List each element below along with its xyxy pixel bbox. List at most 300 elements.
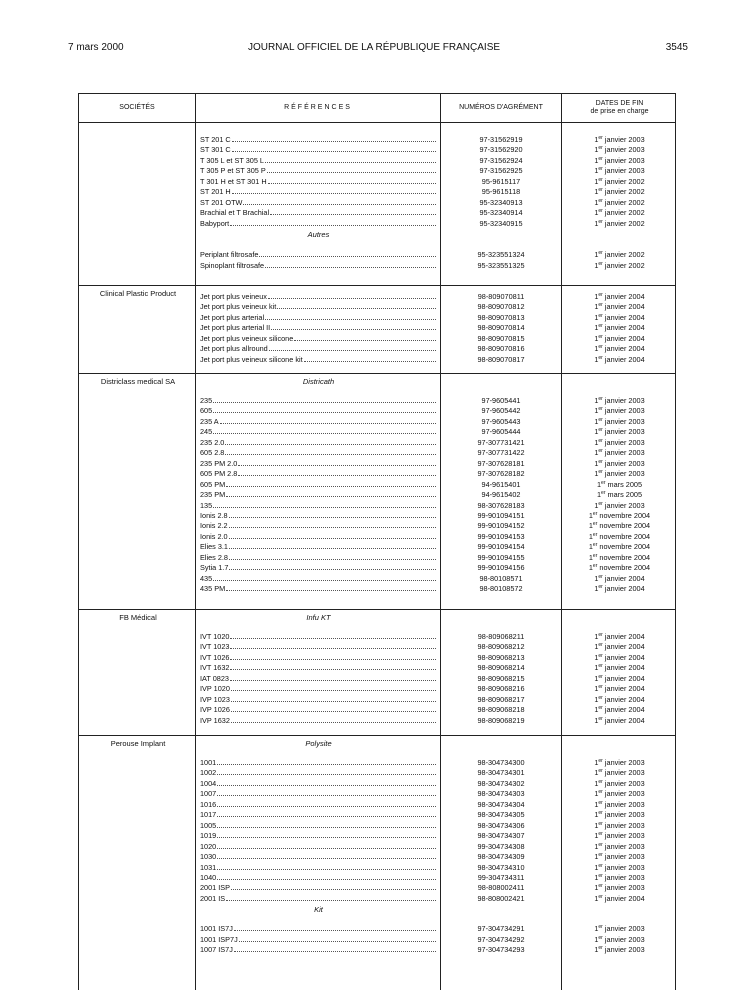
dot-leader — [277, 301, 436, 309]
reference-cell — [200, 343, 436, 354]
reference-cell — [200, 862, 436, 873]
reference-text: 1017 — [200, 810, 217, 820]
agreement-number: 98-304734300 — [477, 758, 525, 767]
table-row — [79, 893, 675, 904]
reference-text: Jet port plus allround — [200, 344, 268, 354]
dot-leader — [265, 155, 436, 163]
dot-leader — [230, 652, 436, 660]
ordinal-suffix: er — [598, 799, 603, 806]
reference-cell — [200, 778, 436, 789]
table-row — [79, 715, 675, 726]
reference-cell — [200, 715, 436, 726]
end-date-cell: 1er janvier 2004 — [594, 632, 645, 641]
end-date-text: janvier 2003 — [604, 458, 645, 468]
ordinal-suffix: er — [598, 934, 603, 941]
table-row — [79, 694, 675, 705]
dot-leader — [217, 799, 436, 807]
agreement-number: 94-9615402 — [481, 490, 521, 500]
ordinal-suffix: er — [598, 715, 603, 722]
table-row — [79, 767, 675, 778]
agreement-number: 97-31562925 — [479, 166, 523, 176]
dot-leader — [229, 562, 436, 570]
end-date-cell: 1er janvier 2003 — [594, 135, 645, 144]
agreement-number: 97-9605442 — [481, 406, 521, 416]
dot-leader — [232, 134, 436, 142]
table-row — [79, 416, 675, 427]
reference-text: Ionis 2.0 — [200, 531, 228, 541]
reference-text: ST 201 OTW — [200, 197, 243, 207]
ordinal-suffix: er — [598, 945, 603, 952]
table-row — [79, 944, 675, 955]
table-row — [79, 882, 675, 893]
reference-text: Brachial et T Brachial — [200, 208, 270, 218]
dot-leader — [226, 479, 436, 487]
end-date-text: janvier 2004 — [604, 573, 645, 583]
reference-text: IVT 1023 — [200, 642, 230, 652]
agreement-number: 98-809068219 — [477, 715, 525, 725]
reference-text: Sytia 1.7 — [200, 563, 229, 573]
table-row — [79, 872, 675, 883]
reference-text: ST 201 H — [200, 187, 231, 197]
dot-leader — [217, 778, 436, 786]
reference-cell — [200, 322, 436, 333]
end-date-text: janvier 2003 — [604, 778, 645, 788]
ordinal-suffix: er — [598, 684, 603, 691]
table-row — [79, 426, 675, 437]
table-row — [79, 809, 675, 820]
table-row — [79, 934, 675, 945]
dot-leader — [231, 882, 436, 890]
agreement-number: 94-9615401 — [481, 479, 521, 489]
reference-text: Periplant filtrosafe — [200, 250, 259, 260]
table-row — [79, 144, 675, 155]
agreement-number: 99-304734311 — [477, 872, 525, 882]
ordinal-suffix: er — [598, 448, 603, 455]
ordinal-suffix: er — [598, 135, 603, 141]
reference-cell — [200, 458, 436, 469]
table-row — [79, 489, 675, 500]
ordinal-suffix: er — [598, 218, 603, 225]
end-date-cell: 1er janvier 2003 — [594, 841, 645, 851]
reference-text: Jet port plus veineux kit — [200, 302, 277, 312]
dot-leader — [239, 934, 436, 942]
reference-cell — [200, 510, 436, 521]
agreement-number: 95-9615117 — [481, 176, 521, 186]
end-date-text: janvier 2003 — [604, 924, 645, 934]
reference-cell — [200, 437, 436, 448]
end-date-text: janvier 2003 — [604, 872, 645, 882]
section-title: Polysite — [305, 739, 332, 748]
agreement-number: 99-901094152 — [477, 521, 525, 531]
reference-cell — [200, 333, 436, 344]
end-date-text: janvier 2004 — [604, 684, 645, 694]
ordinal-suffix: er — [598, 705, 603, 712]
table-row — [79, 673, 675, 684]
ordinal-suffix: er — [598, 652, 603, 659]
agreement-number: 99-901094155 — [477, 552, 525, 562]
header-divider — [79, 122, 675, 123]
end-date-cell: 1er janvier 2003 — [594, 458, 645, 468]
ordinal-suffix: er — [598, 768, 603, 775]
end-date-text: janvier 2004 — [604, 333, 645, 343]
reference-cell — [200, 426, 436, 437]
dot-leader — [267, 165, 436, 173]
end-date-text: janvier 2004 — [604, 642, 645, 652]
reference-cell — [200, 694, 436, 705]
reference-cell — [200, 662, 436, 673]
dot-leader — [270, 207, 436, 215]
agreement-number: 98-809070814 — [477, 323, 525, 333]
table-row — [79, 458, 675, 469]
agreement-number: 99-901094156 — [477, 563, 525, 573]
end-date-text: novembre 2004 — [599, 552, 651, 562]
table-row — [79, 531, 675, 542]
reference-cell — [200, 944, 436, 955]
end-date-text: janvier 2004 — [604, 584, 645, 594]
ordinal-suffix: er — [598, 820, 603, 827]
ordinal-suffix: er — [598, 406, 603, 413]
agreement-number: 98-809070815 — [477, 333, 525, 343]
end-date-text: janvier 2002 — [604, 197, 645, 207]
agreement-number: 98-809070817 — [477, 354, 525, 364]
agreement-number: 97-304734293 — [477, 945, 525, 955]
table-row — [79, 583, 675, 594]
table-row — [79, 541, 675, 552]
agreement-number: 98-808002411 — [477, 883, 525, 893]
reference-text: ST 301 C — [200, 145, 231, 155]
agreement-number: 97-9605441 — [481, 396, 521, 405]
end-date-text: janvier 2003 — [604, 145, 645, 155]
reference-cell — [200, 155, 436, 166]
table-row — [79, 862, 675, 873]
reference-cell — [200, 841, 436, 852]
end-date-text: janvier 2003 — [604, 416, 645, 426]
reference-text: 1004 — [200, 778, 217, 788]
ordinal-suffix: er — [598, 427, 603, 434]
table-row — [79, 333, 675, 344]
table-row — [79, 343, 675, 354]
end-date-cell: 1er janvier 2003 — [594, 406, 645, 416]
reference-text: Elies 2.8 — [200, 552, 228, 562]
end-date-cell: 1er mars 2005 — [596, 490, 643, 500]
agreement-number: 98-809068214 — [477, 663, 525, 673]
reference-text: IVP 1020 — [200, 684, 230, 694]
dot-leader — [230, 673, 436, 681]
reference-cell — [200, 207, 436, 218]
table-row — [79, 562, 675, 573]
reference-cell — [200, 934, 436, 945]
reference-text: IVT 1020 — [200, 632, 230, 641]
dot-leader — [232, 186, 436, 194]
ordinal-suffix: er — [598, 883, 603, 890]
agreement-number: 97-307731422 — [477, 448, 525, 458]
agreement-number: 97-304734292 — [477, 934, 525, 944]
table-row — [79, 830, 675, 841]
ordinal-suffix: er — [598, 584, 603, 591]
reference-text: 1001 ISP7J — [200, 934, 238, 944]
col-header-references: RÉFÉRENCES — [284, 104, 352, 111]
end-date-cell: 1er novembre 2004 — [588, 542, 651, 552]
end-date-cell: 1er janvier 2003 — [594, 500, 645, 510]
agreement-number: 98-304734305 — [477, 810, 525, 820]
reference-cell — [200, 552, 436, 563]
reference-text: IVT 1026 — [200, 652, 230, 662]
table-row — [79, 134, 675, 145]
page-number: 3545 — [665, 42, 688, 53]
agreement-number: 97-9605443 — [481, 416, 521, 426]
reference-cell — [200, 562, 436, 573]
table-row — [79, 165, 675, 176]
end-date-cell: 1er janvier 2003 — [594, 883, 645, 893]
ordinal-suffix: er — [592, 531, 598, 538]
end-date-cell: 1er janvier 2003 — [594, 862, 645, 872]
reference-text: 2001 IS — [200, 893, 226, 903]
end-date-text: janvier 2004 — [604, 302, 645, 312]
end-date-text: janvier 2002 — [604, 250, 645, 260]
end-date-text: janvier 2004 — [604, 344, 645, 354]
reference-cell — [200, 652, 436, 663]
end-date-text: janvier 2004 — [604, 323, 645, 333]
dot-leader — [230, 631, 436, 639]
reference-text: 1031 — [200, 862, 217, 872]
table-row — [79, 841, 675, 852]
table-row — [79, 260, 675, 271]
ordinal-suffix: er — [598, 396, 603, 402]
dot-leader — [232, 144, 436, 152]
table-row — [79, 757, 675, 768]
ordinal-suffix: er — [598, 758, 603, 764]
end-date-cell: 1er janvier 2004 — [594, 705, 645, 715]
end-date-cell: 1er janvier 2004 — [594, 684, 645, 694]
end-date-cell: 1er janvier 2004 — [594, 715, 645, 725]
reference-cell — [200, 882, 436, 893]
reference-text: IVP 1026 — [200, 705, 230, 715]
dot-leader — [265, 312, 436, 320]
company-name: Perouse Implant — [110, 739, 166, 748]
end-date-cell: 1er janvier 2004 — [594, 694, 645, 704]
table-row — [79, 479, 675, 490]
agreement-number: 97-307628181 — [477, 458, 525, 468]
end-date-cell: 1er janvier 2003 — [594, 768, 645, 778]
table-row — [79, 176, 675, 187]
end-date-cell: 1er janvier 2004 — [594, 333, 645, 343]
agreement-number: 97-307628182 — [477, 469, 525, 479]
reference-cell — [200, 447, 436, 458]
group-divider — [79, 609, 675, 610]
reference-text: 1005 — [200, 820, 217, 830]
table-row — [79, 207, 675, 218]
reference-cell — [200, 489, 436, 500]
table-row — [79, 573, 675, 584]
table-row — [79, 301, 675, 312]
reference-cell — [200, 312, 436, 323]
dot-leader — [217, 767, 436, 775]
end-date-cell: 1er novembre 2004 — [588, 531, 651, 541]
end-date-text: janvier 2003 — [604, 862, 645, 872]
end-date-text: janvier 2003 — [604, 831, 645, 841]
end-date-cell: 1er janvier 2003 — [594, 437, 645, 447]
dot-leader — [220, 416, 436, 424]
agreement-number: 98-809070816 — [477, 344, 525, 354]
ordinal-suffix: er — [598, 500, 603, 507]
reference-cell — [200, 218, 436, 229]
end-date-text: janvier 2003 — [604, 758, 645, 767]
agreement-number: 97-9605444 — [481, 427, 521, 437]
ordinal-suffix: er — [598, 573, 603, 580]
agreement-number: 97-304734291 — [477, 924, 525, 934]
reference-cell — [200, 260, 436, 271]
ordinal-suffix: er — [598, 893, 603, 900]
reference-text: Ionis 2.8 — [200, 510, 228, 520]
end-date-cell: 1er janvier 2002 — [594, 250, 645, 260]
reference-text: 1016 — [200, 799, 217, 809]
agreement-number: 97-31562924 — [479, 155, 523, 165]
table-row — [79, 641, 675, 652]
end-date-text: janvier 2003 — [604, 135, 645, 144]
dot-leader — [229, 552, 436, 560]
table-row — [79, 218, 675, 229]
end-date-cell: 1er janvier 2003 — [594, 820, 645, 830]
end-date-text: janvier 2004 — [604, 632, 645, 641]
end-date-text: janvier 2002 — [604, 260, 645, 270]
end-date-cell: 1er janvier 2002 — [594, 197, 645, 207]
reference-text: 235 — [200, 396, 213, 405]
reference-cell — [200, 468, 436, 479]
table-row — [79, 788, 675, 799]
agreement-number: 98-809068216 — [477, 684, 525, 694]
reference-cell — [200, 799, 436, 810]
ordinal-suffix: er — [598, 632, 603, 638]
agreement-number: 98-809068212 — [477, 642, 525, 652]
end-date-text: janvier 2004 — [604, 694, 645, 704]
reference-text: Jet port plus veineux silicone — [200, 333, 294, 343]
end-date-text: janvier 2004 — [604, 663, 645, 673]
end-date-text: janvier 2003 — [604, 810, 645, 820]
table-row — [79, 447, 675, 458]
end-date-cell: 1er janvier 2003 — [594, 145, 645, 155]
end-date-cell: 1er janvier 2003 — [594, 831, 645, 841]
end-date-cell: 1er janvier 2004 — [594, 323, 645, 333]
reference-cell — [200, 197, 436, 208]
end-date-cell: 1er janvier 2004 — [594, 893, 645, 903]
group-divider — [79, 373, 675, 374]
reference-text: 235 2.0 — [200, 437, 225, 447]
dot-leader — [238, 458, 436, 466]
end-date-text: janvier 2003 — [604, 500, 645, 510]
agreement-number: 97-31562920 — [479, 145, 523, 155]
dot-leader — [231, 694, 436, 702]
reference-cell — [200, 830, 436, 841]
section-title: Districath — [302, 377, 335, 386]
end-date-text: novembre 2004 — [599, 521, 651, 531]
table-row — [79, 662, 675, 673]
table-row — [79, 405, 675, 416]
reference-cell — [200, 683, 436, 694]
dot-leader — [234, 944, 436, 952]
end-date-text: janvier 2004 — [604, 705, 645, 715]
dot-leader — [229, 510, 436, 518]
dot-leader — [217, 851, 436, 859]
table-row — [79, 652, 675, 663]
agreement-number: 98-304734303 — [477, 789, 525, 799]
end-date-text: janvier 2004 — [604, 715, 645, 725]
reference-text: 605 PM 2.8 — [200, 469, 238, 479]
end-date-text: janvier 2002 — [604, 176, 645, 186]
reference-text: T 305 P et ST 305 P — [200, 166, 266, 176]
end-date-cell: 1er janvier 2003 — [594, 810, 645, 820]
reference-cell — [200, 176, 436, 187]
table-row — [79, 704, 675, 715]
agreement-number: 98-809068218 — [477, 705, 525, 715]
end-date-text: janvier 2003 — [604, 945, 645, 955]
reference-cell — [200, 134, 436, 145]
dot-leader — [225, 437, 436, 445]
end-date-text: mars 2005 — [607, 490, 643, 500]
end-date-text: janvier 2002 — [604, 208, 645, 218]
agreement-number: 98-809070811 — [477, 292, 525, 301]
reference-cell — [200, 573, 436, 584]
end-date-text: janvier 2003 — [604, 396, 645, 405]
reference-cell — [200, 541, 436, 552]
end-date-cell: 1er janvier 2004 — [594, 652, 645, 662]
ordinal-suffix: er — [598, 260, 603, 267]
dot-leader — [213, 426, 436, 434]
agreement-number: 95-323551324 — [477, 250, 525, 260]
ordinal-suffix: er — [598, 663, 603, 670]
ordinal-suffix: er — [598, 789, 603, 796]
agreement-number: 98-809068217 — [477, 694, 525, 704]
end-date-text: novembre 2004 — [599, 510, 651, 520]
reference-text: 605 2.8 — [200, 448, 225, 458]
end-date-cell: 1er janvier 2002 — [594, 176, 645, 186]
agreement-number: 97-31562919 — [479, 135, 523, 144]
reference-cell — [200, 500, 436, 511]
reference-text: 1007 IS7J — [200, 945, 233, 955]
ordinal-suffix: er — [598, 872, 603, 879]
dot-leader — [229, 531, 436, 539]
col-header-dates: DATES DE FIN de prise en charge — [590, 100, 649, 115]
agreement-number: 98-304734302 — [477, 778, 525, 788]
ordinal-suffix: er — [592, 521, 598, 528]
ordinal-suffix: er — [598, 673, 603, 680]
dot-leader — [268, 176, 436, 184]
reference-text: Jet port plus veineux silicone kit — [200, 354, 303, 364]
dot-leader — [217, 820, 436, 828]
ordinal-suffix: er — [601, 490, 606, 497]
end-date-cell: 1er novembre 2004 — [588, 552, 651, 562]
ordinal-suffix: er — [598, 694, 603, 701]
table-row — [79, 820, 675, 831]
section-title: Kit — [314, 905, 323, 915]
reference-text: IAT 0823 — [200, 673, 229, 683]
ordinal-suffix: er — [592, 510, 598, 517]
end-date-cell: 1er janvier 2002 — [594, 208, 645, 218]
end-date-text: janvier 2004 — [604, 292, 645, 301]
dot-leader — [304, 354, 436, 362]
reference-text: IVP 1023 — [200, 694, 230, 704]
end-date-text: janvier 2003 — [604, 820, 645, 830]
dot-leader — [231, 715, 436, 723]
agreement-number: 99-304734308 — [477, 841, 525, 851]
dot-leader — [217, 872, 436, 880]
end-date-cell: 1er janvier 2003 — [594, 469, 645, 479]
ordinal-suffix: er — [592, 542, 598, 549]
agreement-number: 98-304734310 — [477, 862, 525, 872]
agreement-number: 98-809068215 — [477, 673, 525, 683]
end-date-cell: 1er janvier 2002 — [594, 187, 645, 197]
dot-leader — [230, 641, 436, 649]
ordinal-suffix: er — [598, 458, 603, 465]
